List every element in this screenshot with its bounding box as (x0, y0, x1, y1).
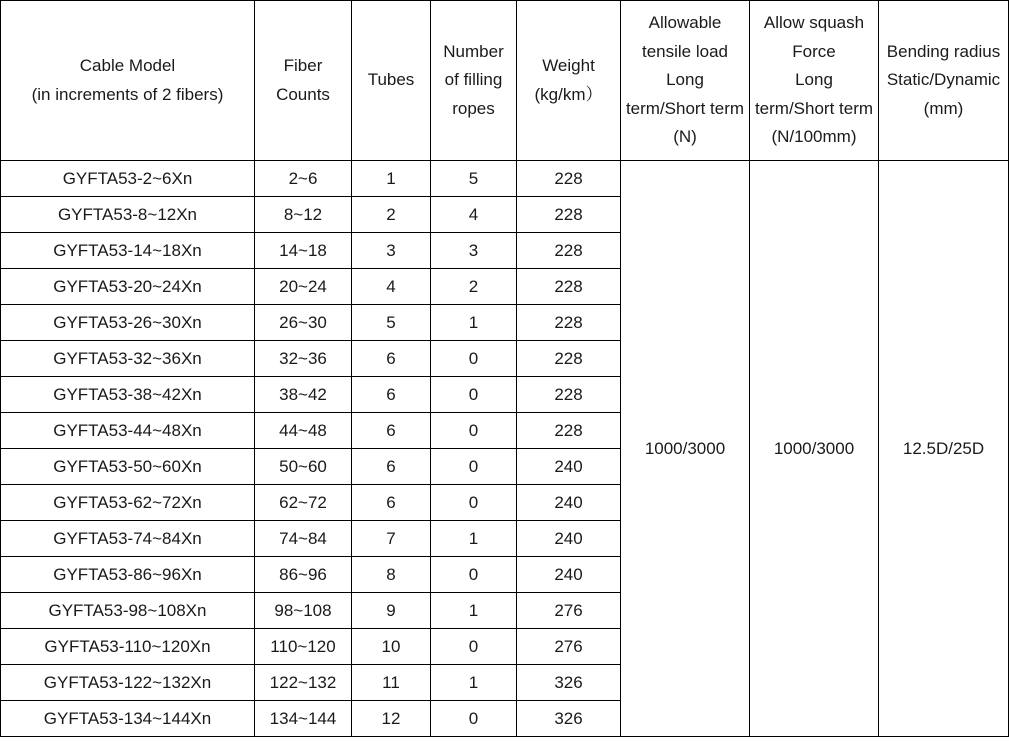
cell-filling-ropes: 4 (431, 197, 517, 233)
cell-filling-ropes: 0 (431, 341, 517, 377)
cell-tubes: 6 (352, 449, 431, 485)
cell-fiber-counts: 44~48 (255, 413, 352, 449)
cell-filling-ropes: 2 (431, 269, 517, 305)
cell-fiber-counts: 86~96 (255, 557, 352, 593)
header-line: Long (795, 70, 833, 90)
header-line: term/Short term (754, 98, 874, 118)
cell-tubes: 1 (352, 161, 431, 197)
header-line: term/Short term (625, 98, 745, 118)
cell-filling-ropes: 0 (431, 377, 517, 413)
cell-weight: 228 (517, 341, 621, 377)
header-line: (in increments of 2 fibers) (31, 84, 224, 104)
cell-weight: 228 (517, 161, 621, 197)
cell-weight: 228 (517, 197, 621, 233)
cell-cable-model: GYFTA53-134~144Xn (1, 701, 255, 737)
cell-fiber-counts: 8~12 (255, 197, 352, 233)
cell-tubes: 12 (352, 701, 431, 737)
header-line: Fiber (283, 56, 323, 75)
cell-weight: 228 (517, 305, 621, 341)
cell-cable-model: GYFTA53-98~108Xn (1, 593, 255, 629)
header-line: tensile load (641, 41, 728, 61)
cell-fiber-counts: 20~24 (255, 269, 352, 305)
cell-weight: 228 (517, 233, 621, 269)
cell-cable-model: GYFTA53-32~36Xn (1, 341, 255, 377)
cell-cable-model: GYFTA53-14~18Xn (1, 233, 255, 269)
cell-fiber-counts: 32~36 (255, 341, 352, 377)
cell-cable-model: GYFTA53-62~72Xn (1, 485, 255, 521)
cell-weight: 276 (517, 629, 621, 665)
cell-filling-ropes: 0 (431, 629, 517, 665)
cell-weight: 228 (517, 413, 621, 449)
cell-cable-model: GYFTA53-38~42Xn (1, 377, 255, 413)
cell-weight: 228 (517, 269, 621, 305)
cell-cable-model: GYFTA53-86~96Xn (1, 557, 255, 593)
cell-weight: 240 (517, 557, 621, 593)
header-tubes (352, 1, 431, 161)
cell-cable-model: GYFTA53-2~6Xn (1, 161, 255, 197)
cell-weight: 240 (517, 449, 621, 485)
header-tensile-load (621, 1, 750, 161)
cell-filling-ropes: 1 (431, 665, 517, 701)
cell-weight: 228 (517, 377, 621, 413)
cell-tubes: 6 (352, 485, 431, 521)
cell-filling-ropes: 1 (431, 593, 517, 629)
cell-fiber-counts: 134~144 (255, 701, 352, 737)
header-line: Static/Dynamic (886, 70, 1001, 90)
cell-fiber-counts: 50~60 (255, 449, 352, 485)
cell-fiber-counts: 38~42 (255, 377, 352, 413)
cell-cable-model: GYFTA53-50~60Xn (1, 449, 255, 485)
header-line: ropes (452, 98, 495, 118)
cell-weight: 276 (517, 593, 621, 629)
table-header (1, 1, 1009, 161)
cell-cable-model: GYFTA53-110~120Xn (1, 629, 255, 665)
cell-tubes: 6 (352, 413, 431, 449)
cell-filling-ropes: 0 (431, 485, 517, 521)
header-cable-model (1, 1, 255, 161)
cell-tubes: 8 (352, 557, 431, 593)
cell-cable-model: GYFTA53-20~24Xn (1, 269, 255, 305)
header-row (1, 1, 1009, 161)
cell-filling-ropes: 0 (431, 701, 517, 737)
table-body (1, 161, 1009, 737)
cell-bending-radius: 12.5D/25D (879, 161, 1009, 737)
header-line: of filling (444, 70, 503, 90)
header-line: (mm) (923, 98, 964, 118)
cell-tubes: 11 (352, 665, 431, 701)
cell-filling-ropes: 1 (431, 521, 517, 557)
cell-filling-ropes: 5 (431, 161, 517, 197)
cell-fiber-counts: 122~132 (255, 665, 352, 701)
cell-fiber-counts: 26~30 (255, 305, 352, 341)
cell-cable-model: GYFTA53-44~48Xn (1, 413, 255, 449)
cell-tubes: 3 (352, 233, 431, 269)
header-filling-ropes (431, 1, 517, 161)
cell-filling-ropes: 0 (431, 449, 517, 485)
header-line: Force (792, 41, 836, 61)
cell-fiber-counts: 2~6 (255, 161, 352, 197)
cell-fiber-counts: 62~72 (255, 485, 352, 521)
header-line: Allow squash (763, 13, 865, 33)
cell-filling-ropes: 0 (431, 557, 517, 593)
header-line: (N/100mm) (771, 127, 857, 147)
cell-tensile-load: 1000/3000 (621, 161, 750, 737)
cell-tubes: 7 (352, 521, 431, 557)
header-line: Counts (276, 84, 330, 104)
cell-tubes: 6 (352, 341, 431, 377)
cell-cable-model: GYFTA53-8~12Xn (1, 197, 255, 233)
cell-fiber-counts: 110~120 (255, 629, 352, 665)
cell-cable-model: GYFTA53-122~132Xn (1, 665, 255, 701)
cell-squash-force: 1000/3000 (750, 161, 879, 737)
cell-filling-ropes: 0 (431, 413, 517, 449)
cell-fiber-counts: 98~108 (255, 593, 352, 629)
cell-cable-model: GYFTA53-26~30Xn (1, 305, 255, 341)
cell-tubes: 5 (352, 305, 431, 341)
header-line: (kg/km） (534, 84, 603, 104)
cell-filling-ropes: 3 (431, 233, 517, 269)
header-weight (517, 1, 621, 161)
cell-weight: 326 (517, 665, 621, 701)
header-line: Allowable (648, 13, 722, 33)
header-squash-force (750, 1, 879, 161)
cell-tubes: 4 (352, 269, 431, 305)
cell-weight: 240 (517, 485, 621, 521)
header-line: Bending radius (886, 41, 1001, 61)
cell-tubes: 9 (352, 593, 431, 629)
header-line: (N) (673, 127, 697, 147)
cell-weight: 326 (517, 701, 621, 737)
cell-weight: 240 (517, 521, 621, 557)
header-line: Cable Model (79, 56, 176, 75)
cell-filling-ropes: 1 (431, 305, 517, 341)
header-fiber-counts (255, 1, 352, 161)
header-line: Number (443, 41, 504, 61)
table-row (1, 161, 1009, 197)
cell-tubes: 2 (352, 197, 431, 233)
header-line: Long (666, 70, 704, 90)
cell-tubes: 10 (352, 629, 431, 665)
cell-cable-model: GYFTA53-74~84Xn (1, 521, 255, 557)
header-bending-radius (879, 1, 1009, 161)
cell-fiber-counts: 14~18 (255, 233, 352, 269)
cell-fiber-counts: 74~84 (255, 521, 352, 557)
cell-tubes: 6 (352, 377, 431, 413)
header-line: Tubes (367, 70, 415, 90)
header-line: Weight (542, 56, 595, 75)
